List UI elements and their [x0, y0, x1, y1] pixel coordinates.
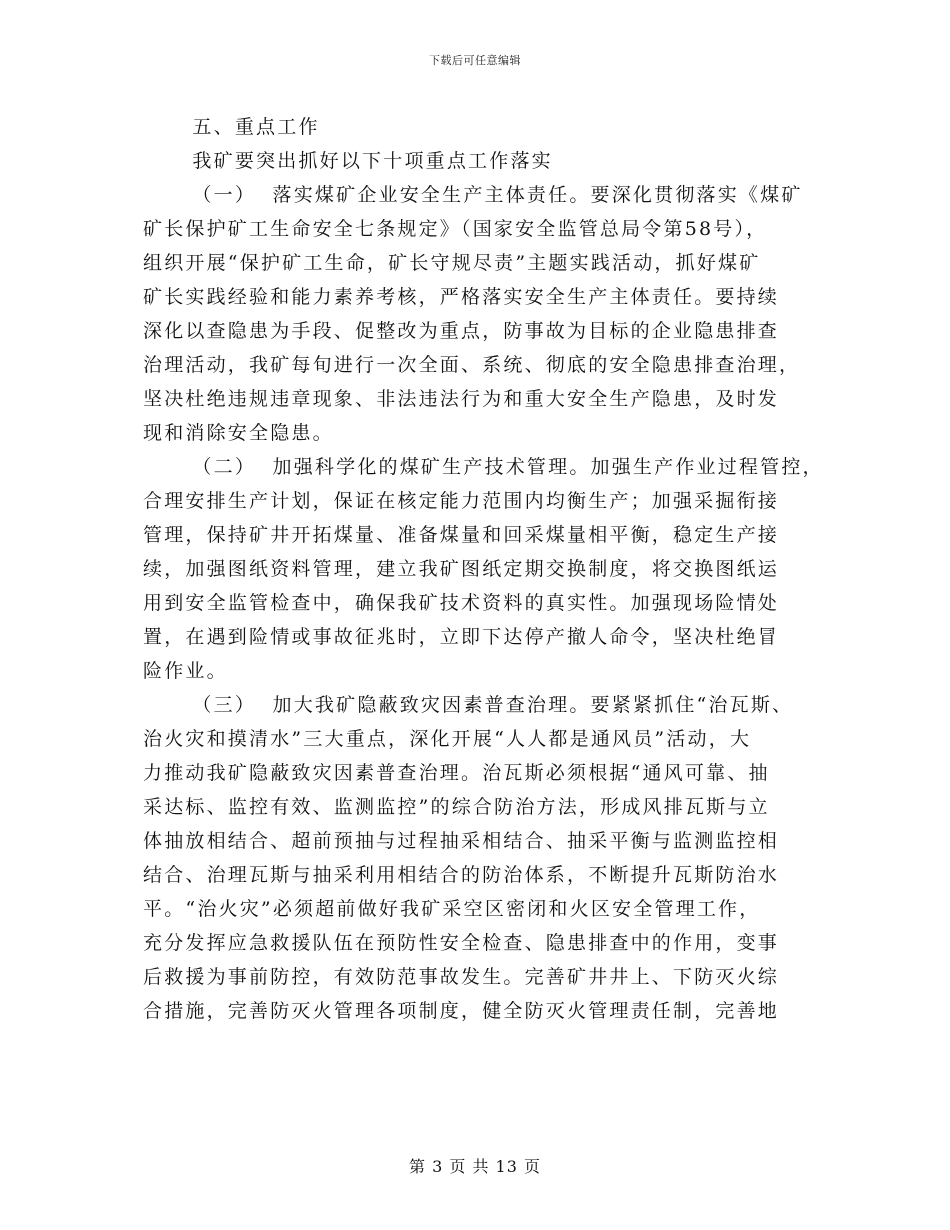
page-header: 下载后可任意编辑	[429, 54, 521, 67]
paragraph-line: 采达标、监控有效、监测监控”的综合防治方法，形成风排瓦斯与立	[143, 796, 770, 818]
paragraph-line: 合理安排生产计划，保证在核定能力范围内均衡生产；加强采掘衔接	[143, 490, 780, 512]
paragraph-line: 矿长实践经验和能力素养考核，严格落实安全生产主体责任。要持续	[143, 286, 780, 308]
heading-key-work: 五、重点工作	[143, 116, 320, 138]
paragraph-line: 治火灾和摸清水”三大重点，深化开展“人人都是通风员”活动，大	[143, 728, 752, 750]
paragraph-line: 用到安全监管检查中，确保我矿技术资料的真实性。加强现场险情处	[143, 592, 780, 614]
paragraph-line: 结合、治理瓦斯与抽采利用相结合的防治体系，不断提升瓦斯防治水	[143, 864, 780, 886]
paragraph-line: （三） 加大我矿隐蔽致灾因素普查治理。要紧紧抓住“治瓦斯、	[143, 694, 794, 716]
page-footer: 第 3 页 共 13 页	[409, 1157, 541, 1176]
paragraph-line: 治理活动，我矿每旬进行一次全面、系统、彻底的安全隐患排查治理，	[143, 354, 801, 376]
paragraph-line: 体抽放相结合、超前预抽与过程抽采相结合、抽采平衡与监测监控相	[143, 830, 780, 852]
paragraph-line: 深化以查隐患为手段、促整改为重点，防事故为目标的企业隐患排查	[143, 320, 780, 342]
paragraph-line: 平。“治火灾”必须超前做好我矿采空区密闭和火区安全管理工作，	[143, 898, 761, 920]
paragraph-line: （一） 落实煤矿企业安全生产主体责任。要深化贯彻落实《煤矿	[143, 184, 803, 206]
intro-line: 我矿要突出抓好以下十项重点工作落实	[143, 150, 553, 172]
paragraph-line: 矿长保护矿工生命安全七条规定》（国家安全监管总局令第58号），	[143, 218, 768, 240]
paragraph-line: 充分发挥应急救援队伍在预防性安全检查、隐患排查中的作用，变事	[143, 932, 780, 954]
paragraph-line: 险作业。	[143, 660, 228, 682]
paragraph-line: （二） 加强科学化的煤矿生产技术管理。加强生产作业过程管控，	[143, 456, 824, 478]
document-body	[143, 110, 823, 1028]
paragraph-line: 力推动我矿隐蔽致灾因素普查治理。治瓦斯必须根据“通风可靠、抽	[143, 762, 770, 784]
paragraph-line: 坚决杜绝违规违章现象、非法违法行为和重大安全生产隐患，及时发	[143, 388, 780, 410]
paragraph-line: 现和消除安全隐患。	[143, 422, 334, 444]
paragraph-line: 管理，保持矿井开拓煤量、准备煤量和回采煤量相平衡，稳定生产接	[143, 524, 780, 546]
paragraph-line: 后救援为事前防控，有效防范事故发生。完善矿井井上、下防灭火综	[143, 966, 780, 988]
paragraph-line: 置，在遇到险情或事故征兆时，立即下达停产撤人命令，坚决杜绝冒	[143, 626, 780, 648]
paragraph-line: 合措施，完善防灭火管理各项制度，健全防灭火管理责任制，完善地	[143, 1000, 780, 1022]
paragraph-line: 续，加强图纸资料管理，建立我矿图纸定期交换制度，将交换图纸运	[143, 558, 780, 580]
paragraph-line: 组织开展“保护矿工生命，矿长守规尽责”主题实践活动，抓好煤矿	[143, 252, 761, 274]
